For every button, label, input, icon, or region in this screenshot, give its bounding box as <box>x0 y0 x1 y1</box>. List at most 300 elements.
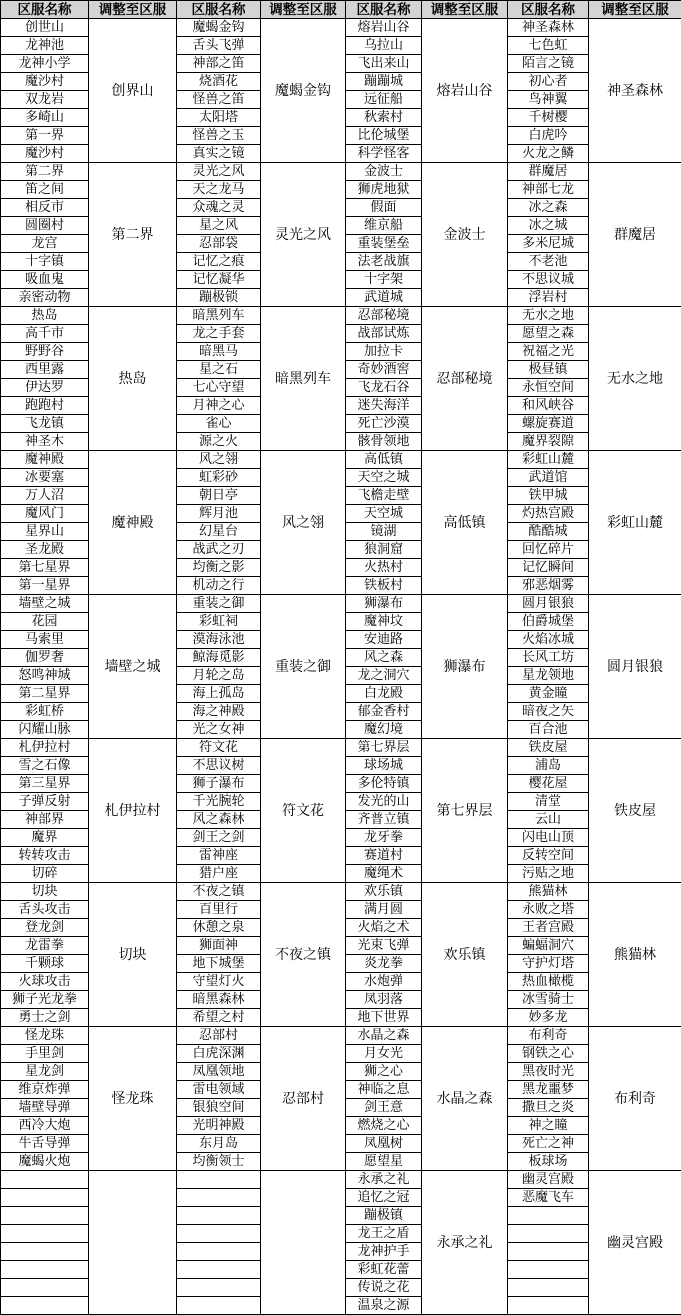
server-name-cell: 白虎吟 <box>508 127 589 145</box>
server-name-cell: 狮面神 <box>177 937 261 955</box>
server-name-cell: 神之瞳 <box>508 1117 589 1135</box>
server-name-cell: 齐普立镇 <box>346 811 422 829</box>
server-name-cell: 赛道村 <box>346 847 422 865</box>
server-name-cell: 龙宫 <box>1 235 89 253</box>
server-name-cell: 神部之笛 <box>177 55 261 73</box>
server-name-cell: 追忆之冠 <box>346 1189 422 1207</box>
server-name-cell: 不思议树 <box>177 757 261 775</box>
server-name-cell: 永败之塔 <box>508 901 589 919</box>
merge-target-cell: 札伊拉村 <box>89 739 177 883</box>
merge-target-cell: 忍部秘境 <box>422 307 508 451</box>
server-name-cell: 切块 <box>1 883 89 901</box>
server-name-cell: 野野谷 <box>1 343 89 361</box>
server-name-cell <box>177 1225 261 1243</box>
server-name-cell: 回忆碎片 <box>508 541 589 559</box>
server-name-cell: 守望灯火 <box>177 973 261 991</box>
server-name-cell: 死亡之神 <box>508 1135 589 1153</box>
server-name-cell: 水晶之森 <box>346 1027 422 1045</box>
server-name-cell <box>177 1171 261 1189</box>
server-name-cell <box>1 1171 89 1189</box>
server-name-header: 区服名称 <box>1 1 89 19</box>
server-name-cell: 重装之御 <box>177 595 261 613</box>
server-name-cell <box>1 1207 89 1225</box>
merge-target-cell: 神圣森林 <box>589 19 681 163</box>
server-name-cell: 十字镇 <box>1 253 89 271</box>
server-name-cell: 恶魔飞车 <box>508 1189 589 1207</box>
server-name-cell: 狮虎地狱 <box>346 181 422 199</box>
server-name-cell: 花园 <box>1 613 89 631</box>
merge-target-cell: 群魔居 <box>589 163 681 307</box>
server-name-cell: 熊猫林 <box>508 883 589 901</box>
server-name-cell: 反转空间 <box>508 847 589 865</box>
server-name-cell: 熔岩山谷 <box>346 19 422 37</box>
table-header-row <box>1 1 681 19</box>
table-body <box>1 19 681 1315</box>
server-name-cell: 舌头飞弹 <box>177 37 261 55</box>
server-name-cell: 云山 <box>508 811 589 829</box>
server-name-cell: 闪电山顶 <box>508 829 589 847</box>
server-name-cell: 龙神池 <box>1 37 89 55</box>
server-name-cell: 骸骨领地 <box>346 433 422 451</box>
server-name-cell: 星之石 <box>177 361 261 379</box>
server-name-cell: 不老池 <box>508 253 589 271</box>
server-name-cell: 樱花屋 <box>508 775 589 793</box>
server-name-cell: 魔风门 <box>1 505 89 523</box>
server-name-cell: 魔神殿 <box>1 451 89 469</box>
server-name-cell: 凤羽落 <box>346 991 422 1009</box>
merge-target-cell: 永承之礼 <box>422 1171 508 1315</box>
server-name-cell: 高千市 <box>1 325 89 343</box>
merge-target-cell: 怪龙珠 <box>89 1027 177 1171</box>
server-name-cell: 百里行 <box>177 901 261 919</box>
server-name-cell <box>508 1297 589 1315</box>
server-name-cell: 冰雪骑士 <box>508 991 589 1009</box>
server-name-cell: 凤凰树 <box>346 1135 422 1153</box>
server-name-cell: 邪恶烟雾 <box>508 577 589 595</box>
server-name-cell: 怪兽之笛 <box>177 91 261 109</box>
server-name-cell: 板球场 <box>508 1153 589 1171</box>
server-name-cell: 彩虹祠 <box>177 613 261 631</box>
server-name-cell: 狮子瀑布 <box>177 775 261 793</box>
merge-target-header: 调整至区服 <box>89 1 177 19</box>
server-name-cell: 魔界 <box>1 829 89 847</box>
server-name-cell: 月女光 <box>346 1045 422 1063</box>
server-name-cell: 笛之间 <box>1 181 89 199</box>
server-name-cell <box>508 1225 589 1243</box>
server-name-cell: 魔蝎金钩 <box>177 19 261 37</box>
server-name-cell <box>1 1225 89 1243</box>
server-name-cell <box>1 1189 89 1207</box>
server-name-cell: 辉月池 <box>177 505 261 523</box>
server-name-cell: 钢铁之心 <box>508 1045 589 1063</box>
server-name-cell: 迷失海洋 <box>346 397 422 415</box>
server-name-cell: 符文花 <box>177 739 261 757</box>
server-name-cell: 镜湖 <box>346 523 422 541</box>
server-name-cell: 幻星台 <box>177 523 261 541</box>
server-name-cell: 闪耀山脉 <box>1 721 89 739</box>
server-name-cell: 烧酒花 <box>177 73 261 91</box>
server-name-cell: 海之神殿 <box>177 703 261 721</box>
server-name-cell: 漠海泳池 <box>177 631 261 649</box>
merge-target-cell: 第二界 <box>89 163 177 307</box>
server-name-cell: 牛舌导弹 <box>1 1135 89 1153</box>
server-name-cell: 第七星界 <box>1 559 89 577</box>
server-name-cell: 温泉之源 <box>346 1297 422 1315</box>
server-name-cell: 铁板村 <box>346 577 422 595</box>
server-name-cell: 火热村 <box>346 559 422 577</box>
server-name-cell <box>177 1189 261 1207</box>
server-name-cell: 忍部袋 <box>177 235 261 253</box>
server-name-cell <box>508 1207 589 1225</box>
server-name-cell: 传说之花 <box>346 1279 422 1297</box>
server-name-cell: 第一星界 <box>1 577 89 595</box>
server-name-cell: 燃烧之心 <box>346 1117 422 1135</box>
server-name-cell: 鸟神翼 <box>508 91 589 109</box>
server-name-cell: 蹦极锁 <box>177 289 261 307</box>
server-name-cell: 神部界 <box>1 811 89 829</box>
server-name-cell: 暗黑马 <box>177 343 261 361</box>
server-name-cell: 登龙剑 <box>1 919 89 937</box>
server-name-cell: 地下世界 <box>346 1009 422 1027</box>
server-name-cell: 星界山 <box>1 523 89 541</box>
server-name-cell: 魔绳术 <box>346 865 422 883</box>
merge-target-cell: 圆月银狼 <box>589 595 681 739</box>
server-name-cell: 永恒空间 <box>508 379 589 397</box>
server-name-cell: 热血橄榄 <box>508 973 589 991</box>
server-name-cell: 加拉卡 <box>346 343 422 361</box>
server-name-cell <box>1 1243 89 1261</box>
server-name-header: 区服名称 <box>346 1 422 19</box>
merge-target-cell: 高低镇 <box>422 451 508 595</box>
server-name-cell: 布利奇 <box>508 1027 589 1045</box>
server-name-cell: 蹦蹦城 <box>346 73 422 91</box>
server-name-cell: 天空之城 <box>346 469 422 487</box>
server-name-cell: 武道馆 <box>508 469 589 487</box>
server-name-cell: 希望之村 <box>177 1009 261 1027</box>
server-name-cell: 水炮弹 <box>346 973 422 991</box>
server-name-cell: 彩虹桥 <box>1 703 89 721</box>
server-name-cell: 月轮之岛 <box>177 667 261 685</box>
server-name-cell: 均衡之影 <box>177 559 261 577</box>
merge-target-cell: 魔蝎金钩 <box>261 19 346 163</box>
server-name-cell: 雪之石像 <box>1 757 89 775</box>
server-name-cell: 第二界 <box>1 163 89 181</box>
server-name-cell: 火球攻击 <box>1 973 89 991</box>
server-name-cell: 龙神小学 <box>1 55 89 73</box>
server-name-cell: 黑龙噩梦 <box>508 1081 589 1099</box>
server-name-cell: 多伦特镇 <box>346 775 422 793</box>
server-name-cell: 第一界 <box>1 127 89 145</box>
merge-target-cell <box>89 1171 177 1315</box>
server-name-cell: 第三星界 <box>1 775 89 793</box>
server-name-cell: 彩虹花蕾 <box>346 1261 422 1279</box>
server-name-cell: 浦岛 <box>508 757 589 775</box>
server-name-cell <box>1 1261 89 1279</box>
server-name-cell: 蹦极镇 <box>346 1207 422 1225</box>
server-name-cell: 虹彩砂 <box>177 469 261 487</box>
server-name-cell: 蝙蝠洞穴 <box>508 937 589 955</box>
server-name-cell: 记忆瞬间 <box>508 559 589 577</box>
server-name-cell: 星之风 <box>177 217 261 235</box>
table-row <box>1 19 681 37</box>
server-name-cell: 天空城 <box>346 505 422 523</box>
table-row <box>1 1027 681 1045</box>
server-name-cell: 战武之刃 <box>177 541 261 559</box>
server-name-cell: 龙王之盾 <box>346 1225 422 1243</box>
merge-target-cell: 符文花 <box>261 739 346 883</box>
server-name-cell: 马索里 <box>1 631 89 649</box>
merge-target-cell: 暗黑列车 <box>261 307 346 451</box>
server-name-cell: 风之翎 <box>177 451 261 469</box>
server-name-cell: 墙壁之城 <box>1 595 89 613</box>
server-name-cell: 比伦城堡 <box>346 127 422 145</box>
server-name-cell: 灼热宫殿 <box>508 505 589 523</box>
server-name-cell: 百合池 <box>508 721 589 739</box>
server-name-cell: 愿望星 <box>346 1153 422 1171</box>
merge-target-cell: 铁皮屋 <box>589 739 681 883</box>
merge-target-cell: 布利奇 <box>589 1027 681 1171</box>
server-name-cell: 千光腕轮 <box>177 793 261 811</box>
server-name-header: 区服名称 <box>177 1 261 19</box>
merge-target-cell: 第七界层 <box>422 739 508 883</box>
server-name-cell: 狮子光龙拳 <box>1 991 89 1009</box>
server-name-cell: 光明神殿 <box>177 1117 261 1135</box>
server-name-cell: 千树樱 <box>508 109 589 127</box>
server-name-cell: 冰之城 <box>508 217 589 235</box>
merge-target-cell <box>261 1171 346 1315</box>
server-name-cell: 舌头攻击 <box>1 901 89 919</box>
server-name-cell: 群魔居 <box>508 163 589 181</box>
server-name-cell: 狼洞窟 <box>346 541 422 559</box>
server-name-cell <box>508 1261 589 1279</box>
server-name-cell: 光之女神 <box>177 721 261 739</box>
table-row <box>1 883 681 901</box>
server-name-cell: 子弹反射 <box>1 793 89 811</box>
server-name-cell: 浮岩村 <box>508 289 589 307</box>
merge-target-cell: 不夜之镇 <box>261 883 346 1027</box>
server-name-cell: 猎户座 <box>177 865 261 883</box>
server-name-cell: 雷电领域 <box>177 1081 261 1099</box>
server-name-cell: 维京船 <box>346 217 422 235</box>
server-name-cell: 剑王之剑 <box>177 829 261 847</box>
server-name-cell: 不夜之镇 <box>177 883 261 901</box>
server-name-cell: 第二星界 <box>1 685 89 703</box>
merge-target-cell: 热岛 <box>89 307 177 451</box>
server-name-cell: 狮之心 <box>346 1063 422 1081</box>
server-name-cell: 七色虹 <box>508 37 589 55</box>
server-name-cell: 神临之息 <box>346 1081 422 1099</box>
server-name-cell: 乌拉山 <box>346 37 422 55</box>
server-name-cell: 休憩之泉 <box>177 919 261 937</box>
server-name-cell: 太阳塔 <box>177 109 261 127</box>
server-name-cell: 源之火 <box>177 433 261 451</box>
server-name-cell: 东月岛 <box>177 1135 261 1153</box>
server-name-cell: 极昼镇 <box>508 361 589 379</box>
server-name-cell: 魔神坟 <box>346 613 422 631</box>
server-name-cell: 狮瀑布 <box>346 595 422 613</box>
server-name-cell: 飞龙石谷 <box>346 379 422 397</box>
server-name-cell <box>177 1243 261 1261</box>
server-name-cell: 七心守望 <box>177 379 261 397</box>
server-name-cell: 科学怪客 <box>346 145 422 163</box>
server-name-cell: 火焰冰城 <box>508 631 589 649</box>
merge-target-cell: 魔神殿 <box>89 451 177 595</box>
server-name-cell: 魔蝎火炮 <box>1 1153 89 1171</box>
server-name-cell: 凤凰领地 <box>177 1063 261 1081</box>
server-name-cell: 黄金瞳 <box>508 685 589 703</box>
server-name-cell: 神圣木 <box>1 433 89 451</box>
table-row <box>1 307 681 325</box>
server-name-cell: 欢乐镇 <box>346 883 422 901</box>
server-name-cell: 铁皮屋 <box>508 739 589 757</box>
server-name-cell: 球场城 <box>346 757 422 775</box>
server-name-cell: 均衡领士 <box>177 1153 261 1171</box>
merge-target-cell: 狮瀑布 <box>422 595 508 739</box>
server-name-cell: 风之森 <box>346 649 422 667</box>
server-name-cell: 秋索村 <box>346 109 422 127</box>
server-name-cell: 忍部秘境 <box>346 307 422 325</box>
server-name-cell: 维京炸弹 <box>1 1081 89 1099</box>
server-name-cell: 祝福之光 <box>508 343 589 361</box>
server-name-cell: 机动之行 <box>177 577 261 595</box>
merge-target-cell: 幽灵宫殿 <box>589 1171 681 1315</box>
merge-target-cell: 忍部村 <box>261 1027 346 1171</box>
server-name-cell <box>177 1261 261 1279</box>
server-name-cell: 发光的山 <box>346 793 422 811</box>
server-name-cell <box>177 1207 261 1225</box>
server-name-cell: 银狼空间 <box>177 1099 261 1117</box>
server-name-cell: 满月圆 <box>346 901 422 919</box>
server-name-cell: 暗黑列车 <box>177 307 261 325</box>
server-name-cell: 朝日亭 <box>177 487 261 505</box>
server-name-cell: 西里露 <box>1 361 89 379</box>
server-name-cell: 第七界层 <box>346 739 422 757</box>
server-name-cell: 伯爵城堡 <box>508 613 589 631</box>
server-name-cell <box>508 1243 589 1261</box>
server-name-cell: 金波士 <box>346 163 422 181</box>
server-name-cell: 愿望之森 <box>508 325 589 343</box>
server-name-cell: 白龙殿 <box>346 685 422 703</box>
server-name-cell: 远征船 <box>346 91 422 109</box>
server-name-cell: 怪龙珠 <box>1 1027 89 1045</box>
server-name-cell: 神圣森林 <box>508 19 589 37</box>
server-name-cell <box>177 1279 261 1297</box>
server-name-cell: 武道城 <box>346 289 422 307</box>
merge-target-cell: 风之翎 <box>261 451 346 595</box>
server-name-cell: 伽罗奢 <box>1 649 89 667</box>
server-name-cell: 妙多龙 <box>508 1009 589 1027</box>
server-name-cell: 亲密动物 <box>1 289 89 307</box>
server-name-cell: 光束飞弹 <box>346 937 422 955</box>
merge-target-cell: 重装之御 <box>261 595 346 739</box>
server-name-cell: 札伊拉村 <box>1 739 89 757</box>
server-name-cell: 清堂 <box>508 793 589 811</box>
server-name-cell: 暗夜之矢 <box>508 703 589 721</box>
server-name-cell: 王者宫殿 <box>508 919 589 937</box>
server-name-cell: 龙牙拳 <box>346 829 422 847</box>
merge-target-cell: 创界山 <box>89 19 177 163</box>
merge-target-cell: 彩虹山麓 <box>589 451 681 595</box>
server-name-cell: 战部试炼 <box>346 325 422 343</box>
server-name-cell: 热岛 <box>1 307 89 325</box>
server-name-cell: 龙神护手 <box>346 1243 422 1261</box>
server-name-cell: 长风工坊 <box>508 649 589 667</box>
table-row <box>1 1171 681 1189</box>
server-name-cell: 双龙岩 <box>1 91 89 109</box>
server-name-cell: 星龙剑 <box>1 1063 89 1081</box>
server-name-cell: 多米尼城 <box>508 235 589 253</box>
server-name-cell: 手里剑 <box>1 1045 89 1063</box>
server-name-cell: 真实之镜 <box>177 145 261 163</box>
server-name-cell: 圆圈村 <box>1 217 89 235</box>
server-name-cell: 龙之手套 <box>177 325 261 343</box>
merge-target-cell: 无水之地 <box>589 307 681 451</box>
server-name-cell: 暗黑森林 <box>177 991 261 1009</box>
server-name-cell: 初心者 <box>508 73 589 91</box>
server-name-cell: 雀心 <box>177 415 261 433</box>
server-name-cell: 飞出来山 <box>346 55 422 73</box>
server-name-cell: 不思议城 <box>508 271 589 289</box>
merge-target-header: 调整至区服 <box>422 1 508 19</box>
server-name-cell: 法老战旗 <box>346 253 422 271</box>
server-name-cell: 剑王意 <box>346 1099 422 1117</box>
merge-target-cell: 熔岩山谷 <box>422 19 508 163</box>
server-name-cell: 记忆凝华 <box>177 271 261 289</box>
server-name-cell: 记忆之痕 <box>177 253 261 271</box>
server-name-cell: 天之龙马 <box>177 181 261 199</box>
server-name-cell: 魔幻境 <box>346 721 422 739</box>
merge-target-cell: 熊猫林 <box>589 883 681 1027</box>
server-name-cell: 和风峡谷 <box>508 397 589 415</box>
server-name-cell: 奇妙酒窖 <box>346 361 422 379</box>
server-name-cell: 多崎山 <box>1 109 89 127</box>
server-name-cell: 万人沼 <box>1 487 89 505</box>
server-name-cell <box>508 1279 589 1297</box>
server-name-cell: 火焰之术 <box>346 919 422 937</box>
server-name-cell: 风之森林 <box>177 811 261 829</box>
merge-target-header: 调整至区服 <box>261 1 346 19</box>
server-name-cell: 吸血鬼 <box>1 271 89 289</box>
merge-target-header: 调整至区服 <box>589 1 681 19</box>
server-name-cell: 重装堡垒 <box>346 235 422 253</box>
table-row <box>1 451 681 469</box>
server-name-cell: 切碎 <box>1 865 89 883</box>
server-name-cell: 安迪路 <box>346 631 422 649</box>
server-name-cell: 西冷大炮 <box>1 1117 89 1135</box>
server-name-cell: 守护灯塔 <box>508 955 589 973</box>
server-name-cell: 彩虹山麓 <box>508 451 589 469</box>
server-name-cell: 伊达罗 <box>1 379 89 397</box>
server-name-cell: 冰要塞 <box>1 469 89 487</box>
server-name-cell: 无水之地 <box>508 307 589 325</box>
server-name-cell: 铁甲城 <box>508 487 589 505</box>
server-name-cell: 陌言之镜 <box>508 55 589 73</box>
server-name-cell: 龙之洞穴 <box>346 667 422 685</box>
server-name-cell: 十字架 <box>346 271 422 289</box>
server-name-cell: 黑夜时光 <box>508 1063 589 1081</box>
server-name-cell: 墙壁导弹 <box>1 1099 89 1117</box>
server-name-cell: 龙雷拳 <box>1 937 89 955</box>
server-name-cell: 相反市 <box>1 199 89 217</box>
server-name-cell: 神部七龙 <box>508 181 589 199</box>
merge-target-cell: 金波士 <box>422 163 508 307</box>
merge-target-cell: 切块 <box>89 883 177 1027</box>
server-name-cell: 转转攻击 <box>1 847 89 865</box>
server-name-cell: 螺旋赛道 <box>508 415 589 433</box>
merge-target-cell: 水晶之森 <box>422 1027 508 1171</box>
server-name-cell: 炎龙拳 <box>346 955 422 973</box>
server-name-cell: 创世山 <box>1 19 89 37</box>
